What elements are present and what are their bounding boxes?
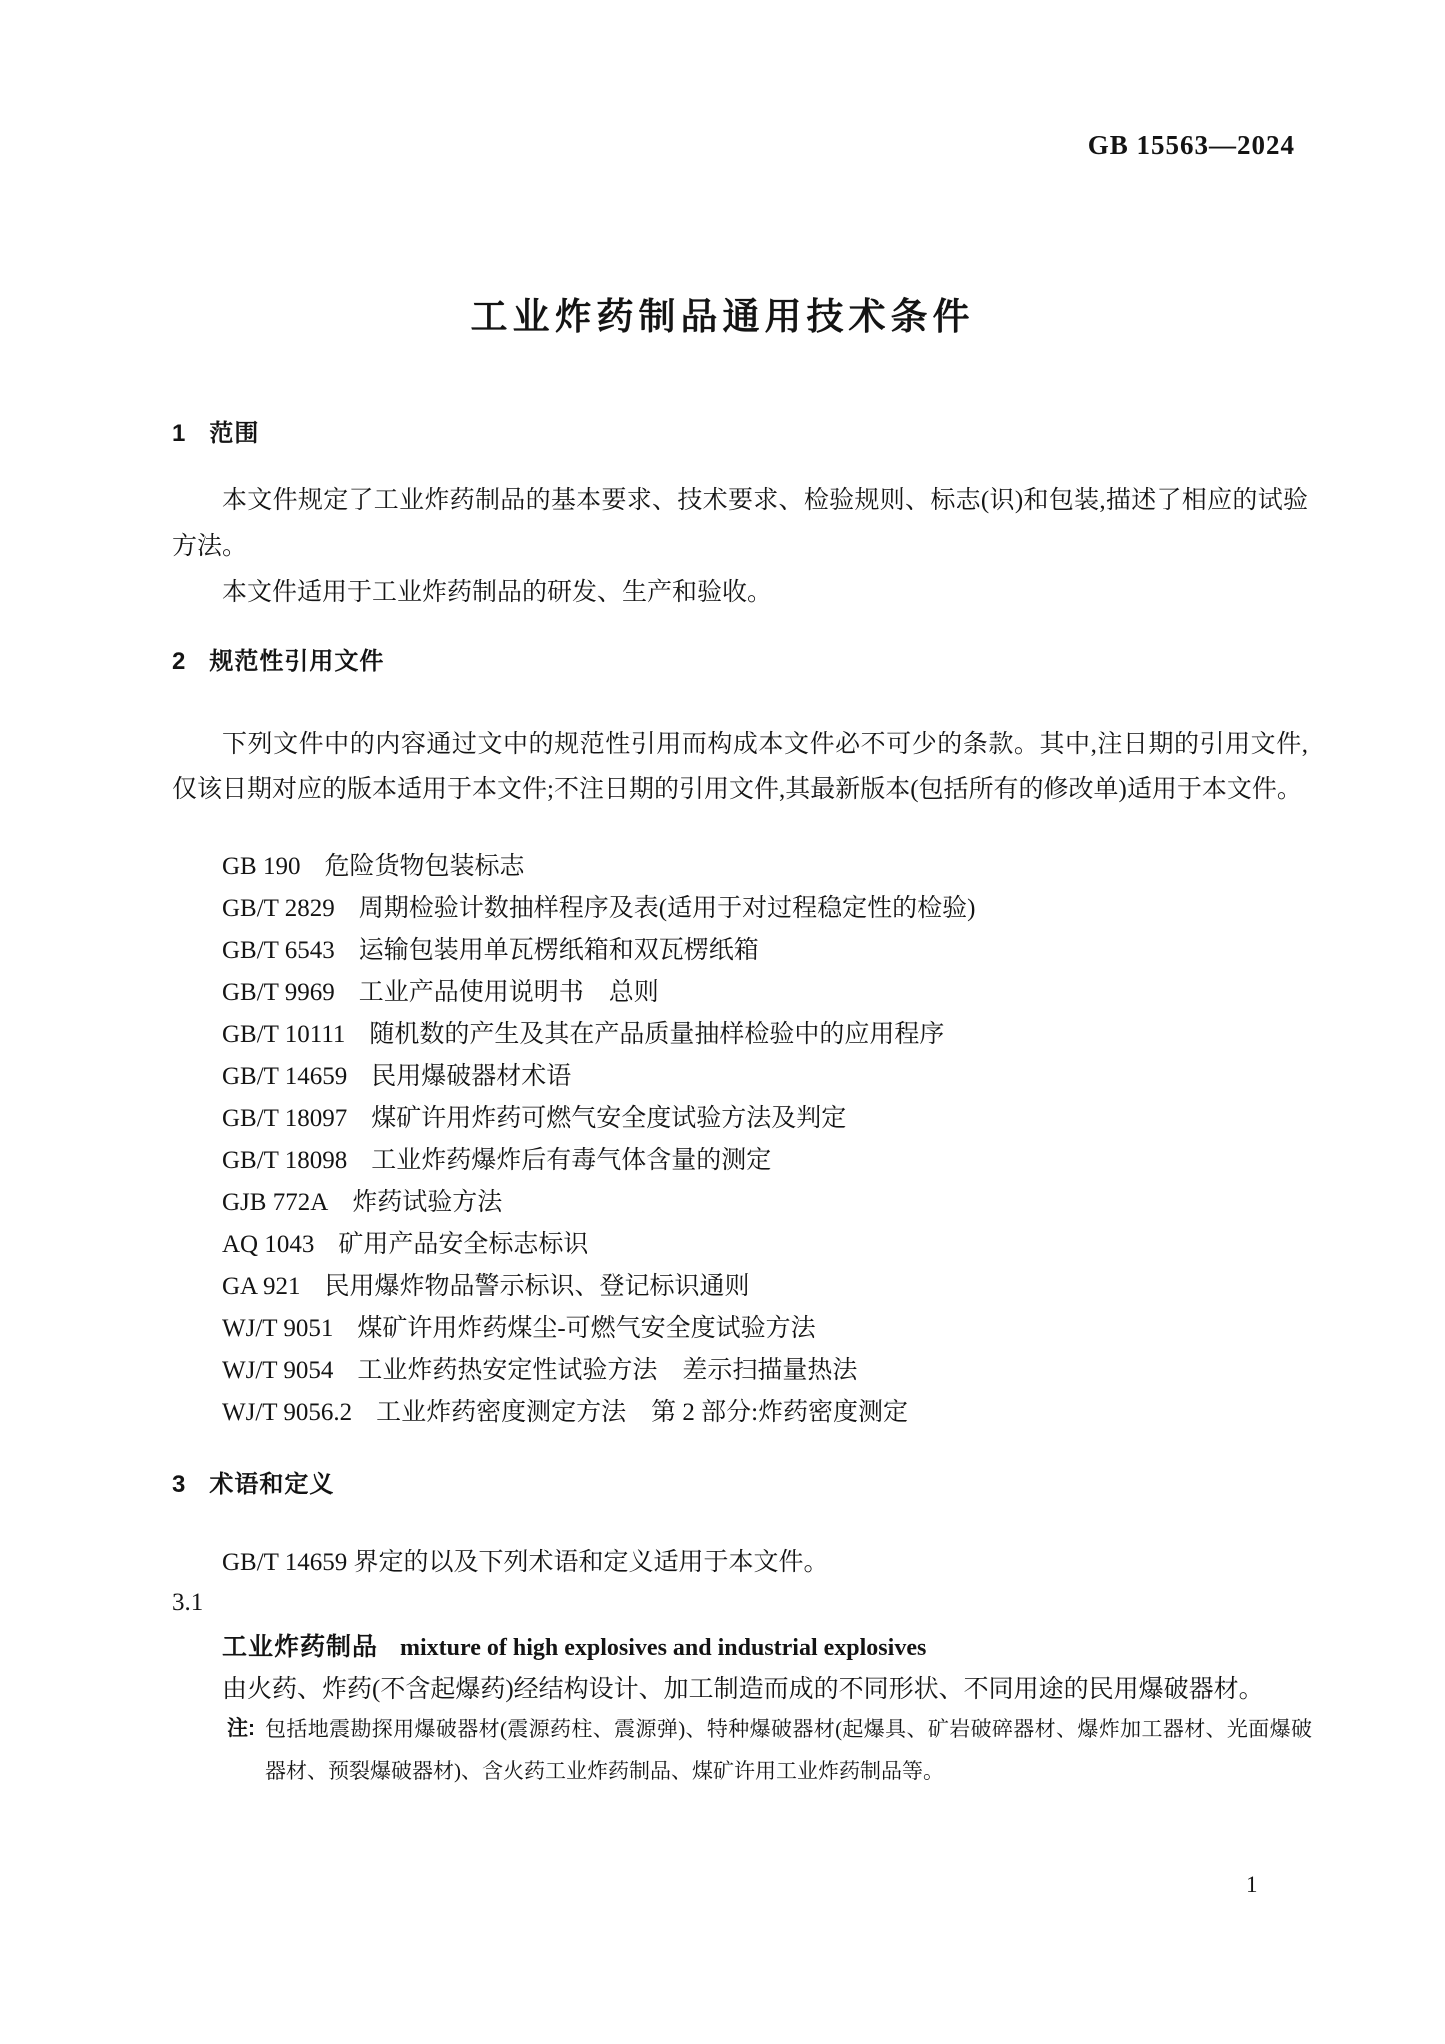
term-english: mixture of high explosives and industrial explosives (400, 1635, 927, 1661)
reference-item (172, 972, 1312, 1014)
reference-title: 运输包装用单瓦楞纸箱和双瓦楞纸箱 (358, 937, 759, 964)
reference-title: 危险货物包装标志 (324, 853, 525, 880)
reference-code: GB 190 (222, 853, 301, 880)
term-note (227, 1708, 1312, 1792)
term-chinese: 工业炸药制品 (222, 1633, 379, 1661)
reference-item (172, 846, 1312, 888)
note-text: 包括地震勘探用爆破器材(震源药柱、震源弹)、特种爆破器材(起爆具、矿岩破碎器材、爆炸加工器材、光面爆破器材、预裂爆破器材)、含火药工业炸药制品、煤矿许用工业炸药制品等。 (265, 1717, 1312, 1783)
note-label: 注: (227, 1717, 255, 1740)
reference-title: 煤矿许用炸药煤尘-可燃气安全度试验方法 (357, 1315, 816, 1342)
reference-title: 炸药试验方法 (352, 1189, 503, 1216)
reference-title: 工业炸药密度测定方法 第 2 部分:炸药密度测定 (376, 1399, 909, 1426)
section-heading-text: 规范性引用文件 (209, 648, 385, 675)
reference-item (172, 1182, 1312, 1224)
section-number: 2 (172, 648, 186, 675)
reference-title: 周期检验计数抽样程序及表(适用于对过程稳定性的检验) (358, 895, 976, 922)
reference-title: 随机数的产生及其在产品质量抽样检验中的应用程序 (369, 1021, 945, 1048)
reference-item (172, 1098, 1312, 1140)
term-line (172, 1630, 1312, 1668)
reference-code: GB/T 9969 (222, 979, 335, 1006)
reference-code: AQ 1043 (222, 1231, 315, 1258)
reference-title: 工业炸药热安定性试验方法 差示扫描量热法 (357, 1357, 858, 1384)
section-2-intro (172, 722, 1308, 812)
reference-item (172, 1224, 1312, 1266)
section-number: 3 (172, 1471, 186, 1498)
reference-item (172, 1266, 1312, 1308)
reference-code: GB/T 2829 (222, 895, 335, 922)
paragraph: GB/T 14659 界定的以及下列术语和定义适用于本文件。 (222, 1549, 829, 1576)
reference-code: WJ/T 9051 (222, 1315, 334, 1342)
reference-code: GB/T 18098 (222, 1147, 348, 1174)
section-3-intro (172, 1540, 1308, 1585)
section-3-heading (172, 1464, 1312, 1499)
reference-item (172, 888, 1312, 930)
section-heading-text: 术语和定义 (209, 1471, 335, 1498)
reference-item (172, 1308, 1312, 1350)
reference-code: WJ/T 9056.2 (222, 1399, 353, 1426)
reference-code: GB/T 18097 (222, 1105, 348, 1132)
page-number: 1 (1246, 1872, 1258, 1897)
page-title: 工业炸药制品通用技术条件 (470, 296, 975, 337)
paragraph: 下列文件中的内容通过文中的规范性引用而构成本文件必不可少的条款。其中,注日期的引用文件,仅该日期对应的版本适用于本文件;不注日期的引用文件,其最新版本(包括所有的修改单)适用于本文件。 (172, 731, 1308, 803)
section-1-body (172, 478, 1308, 616)
reference-item (172, 1350, 1312, 1392)
reference-item (172, 1014, 1312, 1056)
section-1-heading (172, 413, 1312, 448)
reference-title: 工业炸药爆炸后有毒气体含量的测定 (371, 1147, 772, 1174)
reference-title: 工业产品使用说明书 总则 (358, 979, 659, 1006)
reference-code: GB/T 6543 (222, 937, 335, 964)
section-number: 1 (172, 420, 186, 447)
reference-item (172, 1140, 1312, 1182)
paragraph: 本文件适用于工业炸药制品的研发、生产和验收。 (222, 579, 773, 606)
paragraph: 本文件规定了工业炸药制品的基本要求、技术要求、检验规则、标志(识)和包装,描述了相应的试验方法。 (172, 487, 1308, 560)
clause-number: 3.1 (172, 1589, 204, 1616)
section-2-heading (172, 641, 1312, 676)
reference-code: GB/T 14659 (222, 1063, 348, 1090)
reference-title: 矿用产品安全标志标识 (338, 1231, 589, 1258)
reference-item (172, 1392, 1312, 1434)
reference-item (172, 930, 1312, 972)
reference-item (172, 1056, 1312, 1098)
reference-title: 民用爆炸物品警示标识、登记标识通则 (324, 1273, 750, 1300)
reference-title: 民用爆破器材术语 (371, 1063, 572, 1090)
reference-title: 煤矿许用炸药可燃气安全度试验方法及判定 (371, 1105, 847, 1132)
reference-code: GJB 772A (222, 1189, 329, 1216)
doc-number: GB 15563—2024 (1087, 130, 1295, 160)
term-definition: 由火药、炸药(不含起爆药)经结构设计、加工制造而成的不同形状、不同用途的民用爆破器材。 (222, 1676, 1264, 1703)
references-list (172, 846, 1312, 1434)
reference-code: WJ/T 9054 (222, 1357, 334, 1384)
reference-code: GB/T 10111 (222, 1021, 346, 1048)
reference-code: GA 921 (222, 1273, 301, 1300)
section-heading-text: 范围 (209, 420, 260, 447)
